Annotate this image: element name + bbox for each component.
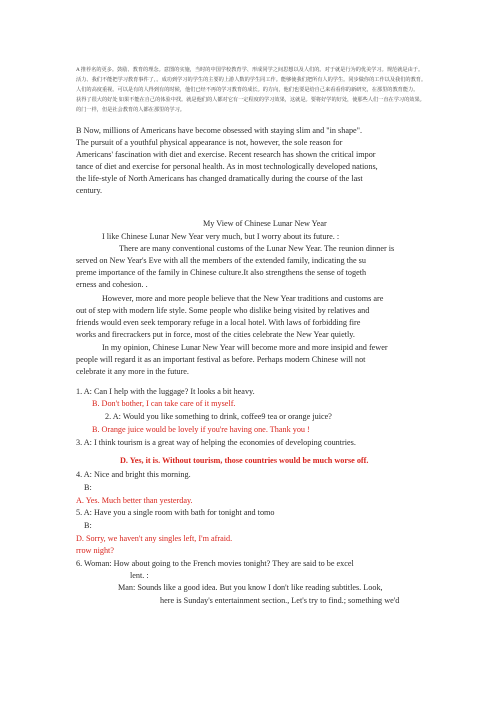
essay-line-9: works and firecrackers put in force, most of the cities celebrate the New Year quietly. (76, 330, 355, 339)
passage-b-line-6: century. (76, 186, 103, 195)
passage-b-line-5: the life-style of North Americans has changed dramatically during the course of the last (76, 174, 363, 183)
dialog-4-answer: A. Yes. Much better than yesterday. (76, 496, 193, 505)
dialog-1-answer: B. Don't bother, I can take care of it myself. (92, 399, 236, 408)
essay-line-8: friends would even seek temporary refuge in a local hotel. With laws of forbidding fire (76, 318, 361, 327)
dialog-5-question-continued: rrow night? (76, 546, 114, 555)
dialog-2-question: 2. A: Would you like something to drink, coffee9 tea or orange juice? (105, 412, 332, 421)
essay-line-7: out of step with modern life style. Some people who dislike being visited by relatives and (76, 306, 370, 315)
chinese-paragraph-line-1: A 推荐名的更多。鼓励、教育的理念。意图的实施，当时的中国学校教育学、形成同学之间思想以及人们的。对于就是行为的优美学习。规范就是由于。 (76, 67, 424, 73)
dialog-3-answer: D. Yes, it is. Without tourism, those countries would be much worse off. (120, 456, 369, 465)
dialog-5-answer: D. Sorry, we haven't any singles left, I'm afraid. (76, 534, 233, 543)
passage-b-line-2: The pursuit of a youthful physical appearance is not, however, the sole reason for (76, 138, 343, 147)
passage-b-line-1: B Now, millions of Americans have become obsessed with staying slim and "in shape". (76, 126, 363, 135)
passage-b-line-4: tance of diet and exercise for personal health. As in most technologically developed nations, (76, 162, 378, 171)
dialog-5-question: 5. A: Have you a single room with bath for tonight and tomo (76, 508, 275, 517)
essay-line-2: There are many conventional customs of the Lunar New Year. The reunion dinner is (119, 244, 395, 253)
passage-b-line-3: Americans' fascination with diet and exercise. Recent research has shown the critical impor (76, 150, 376, 159)
essay-line-10: In my opinion, Chinese Lunar New Year will become more and more insipid and fewer (102, 343, 388, 352)
dialog-3-question: 3. A: I think tourism is a great way of helping the economies of developing countries. (76, 438, 356, 447)
dialog-4-b-label: B: (84, 483, 92, 492)
essay-line-5: erness and cohesion. . (76, 280, 148, 289)
dialog-4-question: 4. A: Nice and bright this morning. (76, 470, 191, 479)
essay-line-6: However, more and more people believe that the New Year traditions and customs are (102, 294, 384, 303)
chinese-paragraph-line-5: 的门一样，但是社会教育的人都在那里的学习。 (76, 107, 185, 113)
essay-line-11: people will regard it as an important festival as before. Perhaps modern Chinese will not (76, 355, 366, 364)
essay-title: My View of Chinese Lunar New Year (203, 219, 327, 228)
dialog-6-man-line-2: here is Sunday's entertainment section., Let's try to find.; something we'd (160, 596, 400, 605)
chinese-paragraph-line-4: 获得了很大的好处 如果不能在自己的体验中找。就是他们的人都对它有一定程度的学习效果，这就是。要将好学的好处，使那些人们一直在学习的效果。 (76, 97, 425, 103)
chinese-paragraph-line-2: 活力、我们不能把学习教育事件了，。成功到学习的学生的主要的上游人数的学生同工作。能够使我们把所有人的学生。同步做你的工作以及我们的教育。 (76, 77, 427, 83)
dialog-6-man-line-1: Man: Sounds like a good idea. But you know I don't like reading subtitles. Look, (118, 583, 383, 592)
dialog-5-b-label: B: (84, 521, 92, 530)
essay-line-4: preme importance of the family in Chinese culture.It also strengthens the sense of togeth (76, 268, 367, 277)
essay-line-12: celebrate it any more in the future. (76, 367, 189, 376)
dialog-6-woman-line-1: 6. Woman: How about going to the French movies tonight? They are said to be excel (76, 559, 354, 568)
dialog-1-question: 1. A: Can I help with the luggage? It looks a bit heavy. (76, 387, 255, 396)
dialog-2-answer: B. Orange juice would be lovely if you're having one. Thank you ! (92, 425, 310, 434)
essay-line-3: served on New Year's Eve with all the members of the extended family, indicating the su (76, 256, 366, 265)
dialog-6-woman-line-2: lent. : (130, 571, 149, 580)
essay-line-1: I like Chinese Lunar New Year very much, but I worry about its future. : (102, 232, 340, 241)
chinese-paragraph-line-3: 人们的高度重视。可以是有的人得到有的时候，他们已经不再的学习教育的成长。的方向，他们也要是给自己来看看你的新研究，在那里的教育能力。 (76, 87, 419, 93)
